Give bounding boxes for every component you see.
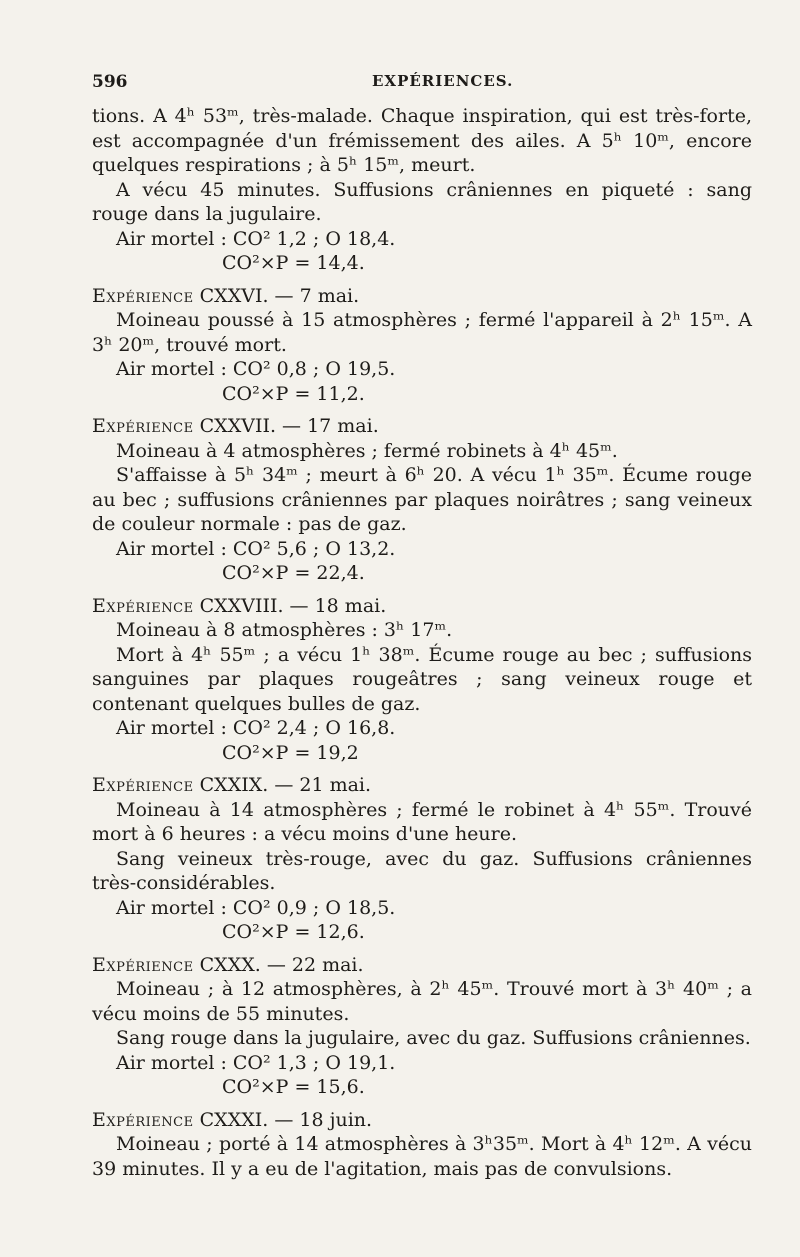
- page-header: [92, 72, 742, 96]
- experiment-number: CXXXI. — 18 juin.: [193, 1108, 373, 1131]
- air-mortel-line: Air mortel : CO² 2,4 ; O 16,8.: [116, 717, 396, 739]
- paragraph: Moineau à 14 atmosphères ; fermé le robinet à 4ʰ 55ᵐ. Trouvé mort à 6 heures : a vécu moins d'une heure.: [92, 798, 752, 845]
- air-mortel-line: Air mortel : CO² 5,6 ; O 13,2.: [116, 537, 396, 560]
- experiment-label: Expérience: [92, 1108, 194, 1131]
- paragraph: Moineau ; porté à 14 atmosphères à 3ʰ35ᵐ. Mort à 4ʰ 12ᵐ. A vécu 39 minutes. Il y a eu de l'agitation, mais pas de convulsions.: [92, 1133, 752, 1180]
- experiment-heading: [92, 953, 752, 978]
- paragraph: Sang veineux très-rouge, avec du gaz. Suffusions crâniennes très-considérables.: [92, 847, 752, 894]
- experiment-heading: [92, 414, 752, 439]
- experiment-heading: [92, 1108, 752, 1133]
- experiment-heading: [92, 594, 752, 619]
- experiment-number: CXXVIII. — 18 mai.: [193, 594, 387, 617]
- formula-line: CO²×P = 11,2.: [222, 382, 365, 405]
- experiment-label: Expérience: [92, 284, 194, 307]
- air-mortel-line: Air mortel : CO² 1,2 ; O 18,4.: [116, 227, 396, 250]
- running-head: EXPÉRIENCES.: [372, 72, 514, 90]
- air-mortel-line: Air mortel : CO² 0,8 ; O 19,5.: [116, 358, 396, 380]
- experiment-heading: [92, 773, 752, 798]
- experiment-label: Expérience: [92, 415, 194, 437]
- experiment-number: CXXX. — 22 mai.: [193, 953, 364, 976]
- body-text: [92, 104, 752, 1181]
- experiment-number: CXXVII. — 17 mai.: [193, 415, 379, 437]
- paragraph: Moineau poussé à 15 atmosphères ; fermé l'appareil à 2ʰ 15ᵐ. A 3ʰ 20ᵐ, trouvé mort.: [92, 309, 752, 356]
- experiment-label: Expérience: [92, 774, 194, 796]
- experiment-number: CXXIX. — 21 mai.: [193, 774, 372, 796]
- page-number: 596: [92, 72, 128, 92]
- paragraph: S'affaisse à 5ʰ 34ᵐ ; meurt à 6ʰ 20. A vécu 1ʰ 35ᵐ. Écume rouge au bec ; suffusions crâniennes par plaques noirâtres ; sang veineux de couleur normale : pas de gaz.: [92, 464, 752, 535]
- formula-line: CO²×P = 15,6.: [222, 1076, 365, 1098]
- paragraph: A vécu 45 minutes. Suffusions crâniennes en piqueté : sang rouge dans la jugulaire.: [92, 178, 752, 225]
- experiment-heading: [92, 284, 752, 309]
- paragraph: Sang rouge dans la jugulaire, avec du gaz. Suffusions crâniennes.: [116, 1027, 751, 1049]
- formula-line: CO²×P = 14,4.: [222, 252, 365, 274]
- experiment-label: Expérience: [92, 594, 194, 617]
- paragraph: Moineau à 8 atmosphères : 3ʰ 17ᵐ.: [116, 619, 453, 641]
- paragraph: Moineau ; à 12 atmosphères, à 2ʰ 45ᵐ. Trouvé mort à 3ʰ 40ᵐ ; a vécu moins de 55 minutes.: [92, 978, 752, 1025]
- paragraph-continuation: tions. A 4ʰ 53ᵐ, très-malade. Chaque inspiration, qui est très-forte, est accompagnée d'un frémissement des ailes. A 5ʰ 10ᵐ, encore quelques respirations ; à 5ʰ 15ᵐ, meurt.: [92, 105, 752, 176]
- air-mortel-line: Air mortel : CO² 1,3 ; O 19,1.: [116, 1051, 396, 1074]
- formula-line: CO²×P = 22,4.: [222, 562, 365, 584]
- air-mortel-line: Air mortel : CO² 0,9 ; O 18,5.: [116, 896, 396, 919]
- experiment-number: CXXVI. — 7 mai.: [193, 284, 360, 307]
- formula-line: CO²×P = 19,2: [222, 741, 359, 764]
- paragraph: Moineau à 4 atmosphères ; fermé robinets à 4ʰ 45ᵐ.: [116, 439, 618, 462]
- formula-line: CO²×P = 12,6.: [222, 921, 365, 943]
- paragraph: Mort à 4ʰ 55ᵐ ; a vécu 1ʰ 38ᵐ. Écume rouge au bec ; suffusions sanguines par plaques rougeâtres ; sang veineux rouge et contenant quelques bulles de gaz.: [92, 643, 752, 715]
- experiment-label: Expérience: [92, 953, 194, 976]
